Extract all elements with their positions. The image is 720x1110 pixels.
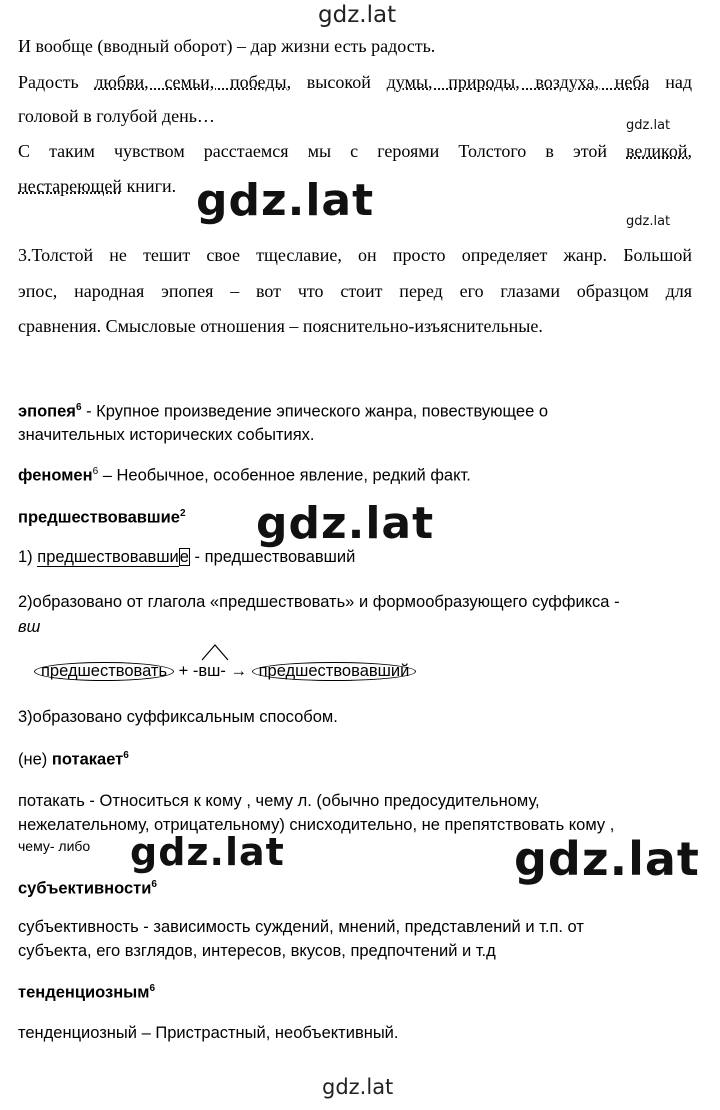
definition-tendenciozny: тенденциозный – Пристрастный, необъективный. xyxy=(18,1024,399,1042)
footnote-mark: 6 xyxy=(75,402,82,413)
arrow-icon: → xyxy=(230,662,247,680)
text: высокой xyxy=(291,72,387,92)
term-potakaet xyxy=(18,750,129,770)
paragraph-tolstoy-line3: сравнения. Смысловые отношения – пояснительно-изъяснительные. xyxy=(18,316,543,336)
word-stem: предшествовавши xyxy=(37,548,179,566)
definition-text: - Крупное произведение эпического жанра, повествующее о xyxy=(81,402,549,421)
paragraph-intro: И вообще (вводный оборот) – дар жизни есть радость. xyxy=(18,36,436,56)
definition-text: – Необычное, особенное явление, редкий факт. xyxy=(98,466,471,485)
underlined-homogeneous-2: думы, природы, воздуха, неба xyxy=(386,72,650,92)
text: над xyxy=(649,72,693,92)
term: тенденциозным xyxy=(18,983,150,1002)
definition-potakat-line2: нежелательному, отрицательному) снисходительно, не препятствовать кому , xyxy=(18,816,615,834)
footnote-mark: 6 xyxy=(149,983,156,994)
analysis-step-3: 3)образовано суффиксальным способом. xyxy=(18,708,338,726)
paragraph-joy-line2: головой в голубой день… xyxy=(18,106,215,126)
text: С таким чувством расстаемся мы с героями Толстого в этой xyxy=(18,141,627,161)
definition-fenomen xyxy=(18,466,471,486)
watermark-large: gdz.lat xyxy=(514,832,700,886)
stem-oval: предшествовавший xyxy=(252,662,417,681)
watermark-large: gdz.lat xyxy=(196,175,375,226)
definition-subektivnost-line2: субъекта, его взглядов, интересов, вкусов, предпочтений и т.д xyxy=(18,942,496,960)
watermark-large: gdz.lat xyxy=(256,498,435,549)
footnote-mark: 6 xyxy=(123,750,129,761)
analysis-step-2-line1: 2)образовано от глагола «предшествовать» и формообразующего суффикса - xyxy=(18,593,620,611)
watermark-large: gdz.lat xyxy=(130,830,285,874)
watermark-small: gdz.lat xyxy=(626,214,671,229)
paragraph-feeling-line1 xyxy=(18,141,692,162)
formation-formula xyxy=(34,662,416,681)
analysis-step-1 xyxy=(18,548,355,567)
term: эпопея xyxy=(18,402,76,421)
text: книги. xyxy=(122,176,177,196)
term-tendenciozny xyxy=(18,983,155,1003)
term: предшествовавшие xyxy=(18,508,180,527)
paragraph-tolstoy-line1: 3.Толстой не тешит свое тщеславие, он просто определяет жанр. Большой xyxy=(18,245,692,265)
formula-plus: + -вш- xyxy=(174,662,231,680)
analysis-step-2-line2: вш xyxy=(18,618,41,636)
term: субъективности xyxy=(18,879,152,898)
term: феномен xyxy=(18,466,93,485)
footnote-mark: 6 xyxy=(151,879,157,890)
definition-potakat-line1: потакать - Относиться к кому , чему л. (обычно предосудительному, xyxy=(18,792,540,810)
underlined-word: великой, xyxy=(626,141,692,161)
term-predshestvovavshie xyxy=(18,508,186,528)
definition-subektivnost-line1: субъективность - зависимость суждений, мнений, представлений и т.п. от xyxy=(18,918,584,936)
watermark-small: gdz.lat xyxy=(626,118,671,133)
paragraph-feeling-line2 xyxy=(18,176,176,197)
definition-epopeya-line2: значительных исторических событиях. xyxy=(18,426,315,444)
definition-epopeya-line1 xyxy=(18,402,548,422)
definition-potakat-line3: чему- либо xyxy=(18,838,91,854)
underlined-word: нестареющей xyxy=(18,176,123,196)
step-text: - предшествовавший xyxy=(189,548,356,566)
footnote-mark: 6 xyxy=(92,466,99,477)
watermark-bottom: gdz.lat xyxy=(322,1075,394,1099)
term-subektivnosti xyxy=(18,879,157,899)
suffix-mark-icon xyxy=(200,642,230,662)
stem-oval: предшествовать xyxy=(34,662,174,681)
underlined-homogeneous-1: любви, семьи, победы, xyxy=(94,72,292,92)
watermark-top: gdz.lat xyxy=(318,2,397,28)
paragraph-joy-line1 xyxy=(18,72,692,93)
text: Радость xyxy=(18,72,95,92)
step-number: 1) xyxy=(18,548,38,566)
term: потакает xyxy=(51,750,124,769)
word-ending-box: е xyxy=(179,548,189,566)
prefix: (не) xyxy=(18,750,52,769)
paragraph-tolstoy-line2: эпос, народная эпопея – вот что стоит перед его глазами образцом для xyxy=(18,281,692,301)
footnote-mark: 2 xyxy=(180,508,186,519)
